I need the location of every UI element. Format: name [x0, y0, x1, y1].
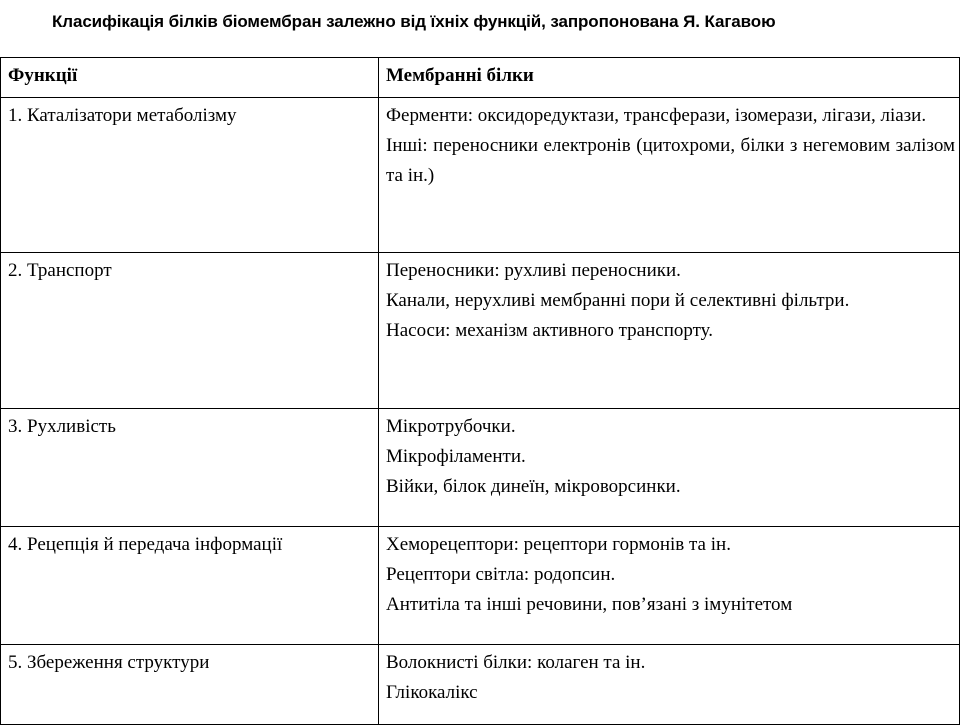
protein-line: Насоси: механізм активного транспорту. [386, 320, 714, 341]
page-title: Класифікація білків біомембран залежно від їхніх функцій, запропонована Я. Кагавою [52, 12, 776, 31]
proteins-cell [379, 98, 960, 253]
protein-line: Глікокалікс [386, 682, 478, 703]
function-cell: 5. Збереження структури [1, 645, 379, 725]
proteins-cell [379, 527, 960, 645]
proteins-cell [379, 645, 960, 725]
header-membrane-proteins: Мембранні білки [379, 58, 960, 98]
function-cell: 3. Рухливість [1, 409, 379, 527]
protein-line: Інші: переносники електронів (цитохроми, білки з негемовим залізом та ін.) [386, 135, 955, 186]
proteins-cell [379, 409, 960, 527]
proteins-cell [379, 253, 960, 409]
table-row [1, 253, 960, 409]
protein-line: Ферменти: оксидоредуктази, трансферази, ізомерази, лігази, ліази. [386, 105, 927, 126]
function-cell: 2. Транспорт [1, 253, 379, 409]
table-header-row [1, 58, 960, 98]
protein-line: Рецептори світла: родопсин. [386, 564, 616, 585]
protein-line: Канали, нерухливі мембранні пори й селективні фільтри. [386, 290, 850, 311]
protein-line: Волокнисті білки: колаген та ін. [386, 652, 646, 673]
protein-line: Переносники: рухливі переносники. [386, 260, 681, 281]
table-row [1, 409, 960, 527]
protein-line: Війки, білок динеїн, мікроворсинки. [386, 476, 681, 497]
protein-line: Мікрофіламенти. [386, 446, 526, 467]
classification-table [0, 57, 960, 725]
function-cell: 1. Каталізатори метаболізму [1, 98, 379, 253]
header-functions: Функції [1, 58, 379, 98]
protein-line: Мікротрубочки. [386, 416, 516, 437]
table-row [1, 98, 960, 253]
protein-line: Антитіла та інші речовини, пов’язані з імунітетом [386, 594, 793, 615]
table-row [1, 527, 960, 645]
function-cell: 4. Рецепція й передача інформації [1, 527, 379, 645]
protein-line: Хеморецептори: рецептори гормонів та ін. [386, 534, 731, 555]
table-row [1, 645, 960, 725]
